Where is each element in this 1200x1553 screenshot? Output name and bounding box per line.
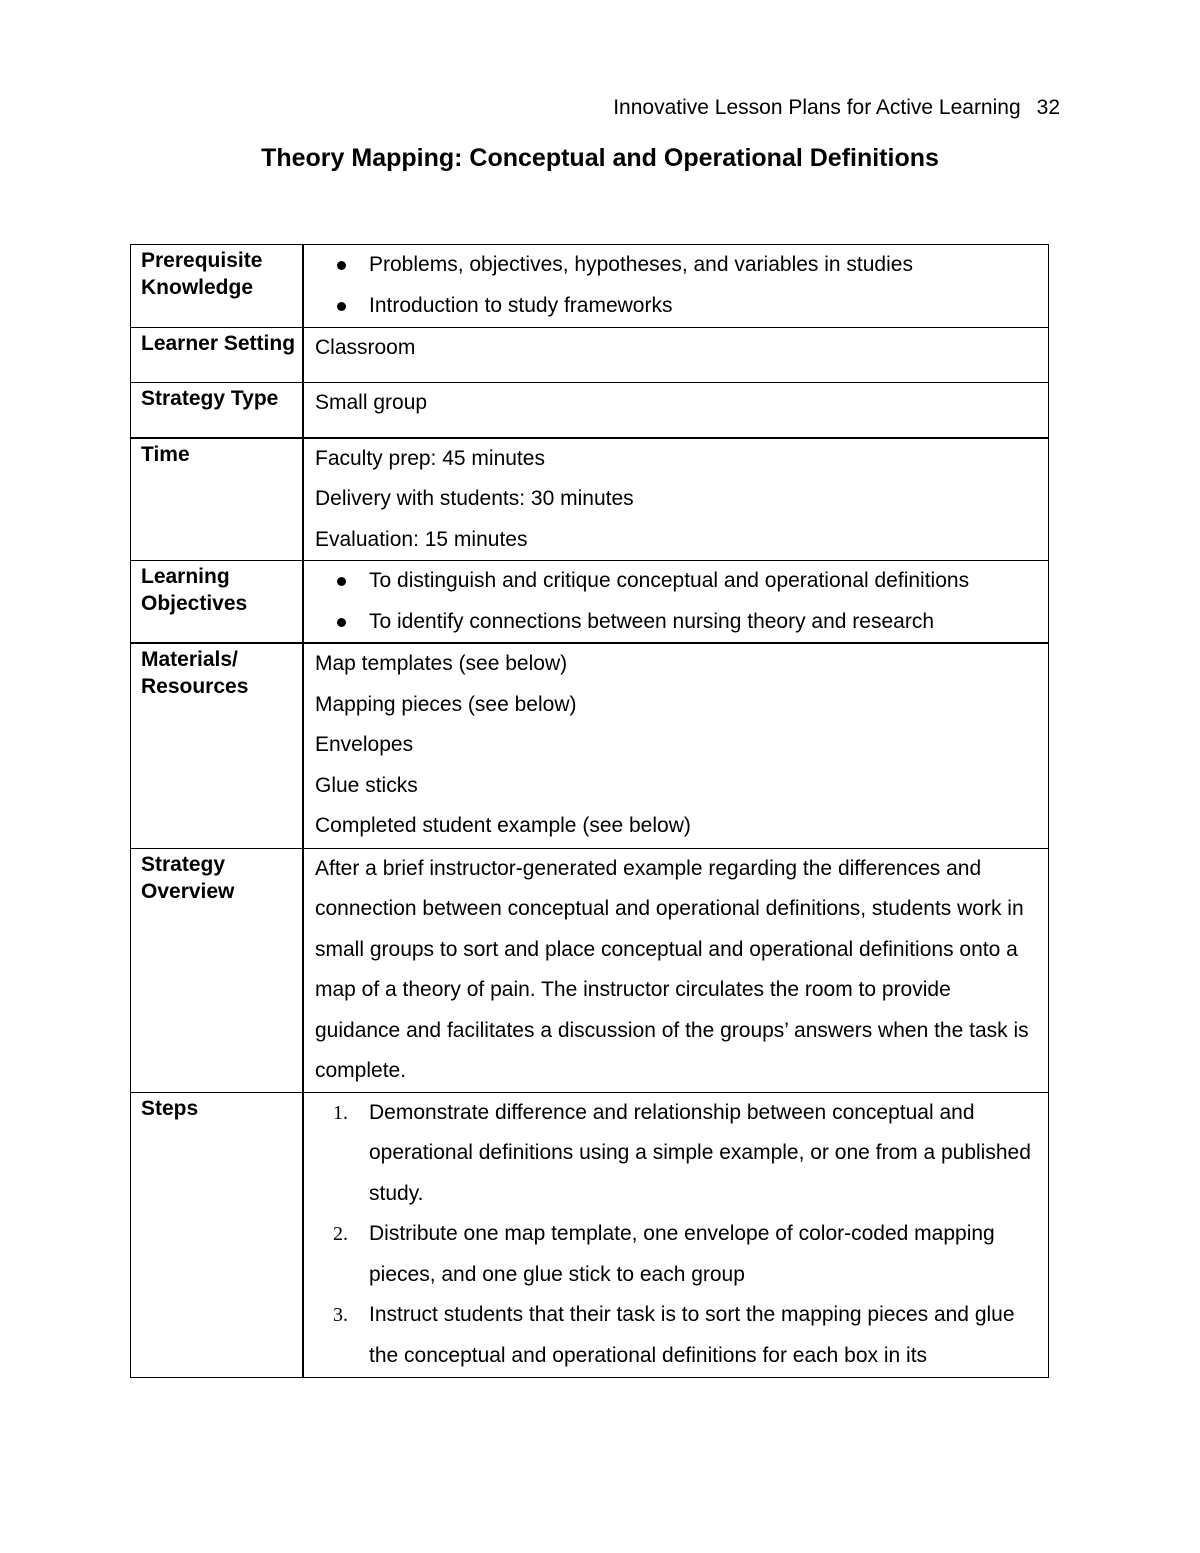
row-label: Learning Objectives — [131, 561, 304, 644]
steps-list — [315, 1093, 1038, 1377]
row-label: Strategy Type — [131, 383, 304, 438]
time-line: Faculty prep: 45 minutes — [315, 446, 545, 470]
running-title: Innovative Lesson Plans for Active Learning — [613, 96, 1021, 119]
row-time — [131, 438, 1049, 561]
materials-line: Completed student example (see below) — [315, 814, 691, 837]
materials-line: Mapping pieces (see below) — [315, 692, 577, 716]
row-label: Prerequisite Knowledge — [131, 245, 304, 328]
row-label: Materials/ Resources — [131, 643, 304, 848]
row-strategy-type — [131, 383, 1049, 438]
row-prerequisite — [131, 245, 1049, 328]
row-label: Steps — [131, 1092, 304, 1377]
materials-line: Map templates (see below) — [315, 652, 568, 675]
list-item — [315, 1295, 1038, 1376]
materials-line: Envelopes — [315, 733, 414, 756]
row-label: Strategy Overview — [131, 848, 304, 1092]
list-item: To distinguish and critique conceptual and operational definitions — [315, 561, 1038, 602]
step-number: 2. — [333, 1223, 348, 1245]
list-item: Problems, objectives, hypotheses, and variables in studies — [315, 245, 1038, 286]
row-label: Learner Setting — [131, 328, 304, 383]
row-steps — [131, 1092, 1049, 1377]
time-line: Delivery with students: 30 minutes — [315, 487, 634, 510]
row-label: Time — [131, 438, 304, 561]
row-learning-objectives — [131, 561, 1049, 644]
materials-line: Glue sticks — [315, 773, 418, 797]
row-learner-setting — [131, 328, 1049, 383]
lesson-plan-table — [130, 244, 1049, 1378]
list-item — [315, 1214, 1038, 1295]
step-number: 1. — [333, 1101, 348, 1124]
time-line: Evaluation: 15 minutes — [315, 527, 528, 551]
step-text: Demonstrate difference and relationship between conceptual and operational definitions using a simple example, or one from a published study. — [369, 1100, 1031, 1205]
strategy-type-value: Small group — [303, 383, 1049, 438]
objectives-list — [315, 561, 1038, 642]
row-strategy-overview — [131, 848, 1049, 1092]
page-number: 32 — [1036, 96, 1060, 119]
step-number: 3. — [333, 1304, 348, 1326]
page-title: Theory Mapping: Conceptual and Operational Definitions — [261, 144, 939, 172]
learner-setting-value: Classroom — [303, 328, 1049, 383]
step-text: Distribute one map template, one envelope of color-coded mapping pieces, and one glue stick to each group — [369, 1222, 995, 1286]
list-item — [315, 1093, 1038, 1215]
list-item: To identify connections between nursing theory and research — [315, 602, 1038, 643]
prerequisite-list — [315, 245, 1038, 326]
strategy-overview-text: After a brief instructor-generated example regarding the differences and connection between conceptual and operational definitions, students work in small groups to sort and place conceptual and operational definitions onto a map of a theory of pain. The instructor circulates the room to provide guidance and facilitates a discussion of the groups’ answers when the task is complete. — [303, 848, 1049, 1092]
row-materials — [131, 643, 1049, 848]
list-item: Introduction to study frameworks — [315, 286, 1038, 327]
running-header — [613, 96, 1060, 120]
step-text: Instruct students that their task is to sort the mapping pieces and glue the conceptual and operational definitions for each box in its — [369, 1303, 1015, 1367]
